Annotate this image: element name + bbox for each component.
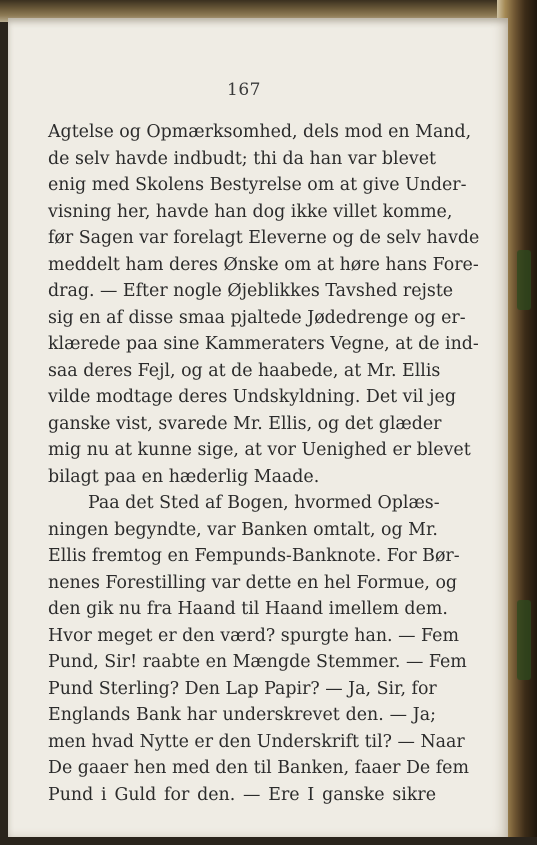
text-line: Pund, Sir! raabte en Mængde Stemmer. — Fem [48, 652, 467, 672]
text-line: saa deres Fejl, og at de haabede, at Mr. Ellis [48, 360, 441, 381]
book-bottom-edge [0, 837, 537, 845]
text-line: klærede paa sine Kammeraters Vegne, at de ind- [48, 334, 479, 354]
text-line: de selv havde indbudt; thi da han var blevet [48, 148, 436, 169]
spine-stain [517, 250, 531, 310]
text-line: ningen begyndte, var Banken omtalt, og Mr. [48, 519, 438, 540]
text-line: visning her, havde han dog ikke villet komme, [48, 201, 453, 222]
text-line: sig en af disse smaa pjaltede Jødedrenge og er- [48, 307, 466, 328]
text-line: Pund Sterling? Den Lap Papir? — Ja, Sir, for [48, 678, 437, 699]
text-line: De gaaer hen med den til Banken, faaer De fem [48, 758, 469, 778]
page-number: 167 [227, 80, 261, 100]
text-line: Paa det Sted af Bogen, hvormed Oplæs- [88, 493, 440, 513]
text-line: drag. — Efter nogle Øjeblikkes Tavshed rejste [48, 281, 454, 301]
text-line: Pund i Guld for den. — Ere I ganske sikre [48, 784, 436, 805]
text-line: nenes Forestilling var dette en hel Formue, og [48, 572, 458, 593]
text-line: vilde modtage deres Undskyldning. Det vil jeg [48, 387, 456, 407]
body-text [48, 119, 480, 808]
text-line: Ellis fremtog en Fempunds-Banknote. For Bør- [48, 546, 460, 566]
text-line: før Sagen var forelagt Eleverne og de selv havde [48, 228, 480, 248]
text-line: Agtelse og Opmærksomhed, dels mod en Mand, [48, 122, 472, 142]
text-line: men hvad Nytte er den Underskrift til? — Naar [48, 731, 465, 752]
spine-stain [517, 600, 531, 680]
text-line: meddelt ham deres Ønske om at høre hans Fore- [48, 254, 479, 275]
book-page [8, 18, 508, 838]
text-line: ganske vist, svarede Mr. Ellis, og det glæder [48, 413, 442, 434]
text-line: Englands Bank har underskrevet den. — Ja; [48, 705, 436, 725]
text-line: enig med Skolens Bestyrelse om at give Under- [48, 175, 467, 195]
text-line: mig nu at kunne sige, at vor Uenighed er blevet [48, 440, 471, 460]
text-line: bilagt paa en hæderlig Maade. [48, 466, 320, 487]
text-line: Hvor meget er den værd? spurgte han. — Fem [48, 625, 459, 646]
text-line: den gik nu fra Haand til Haand imellem dem. [48, 599, 448, 619]
